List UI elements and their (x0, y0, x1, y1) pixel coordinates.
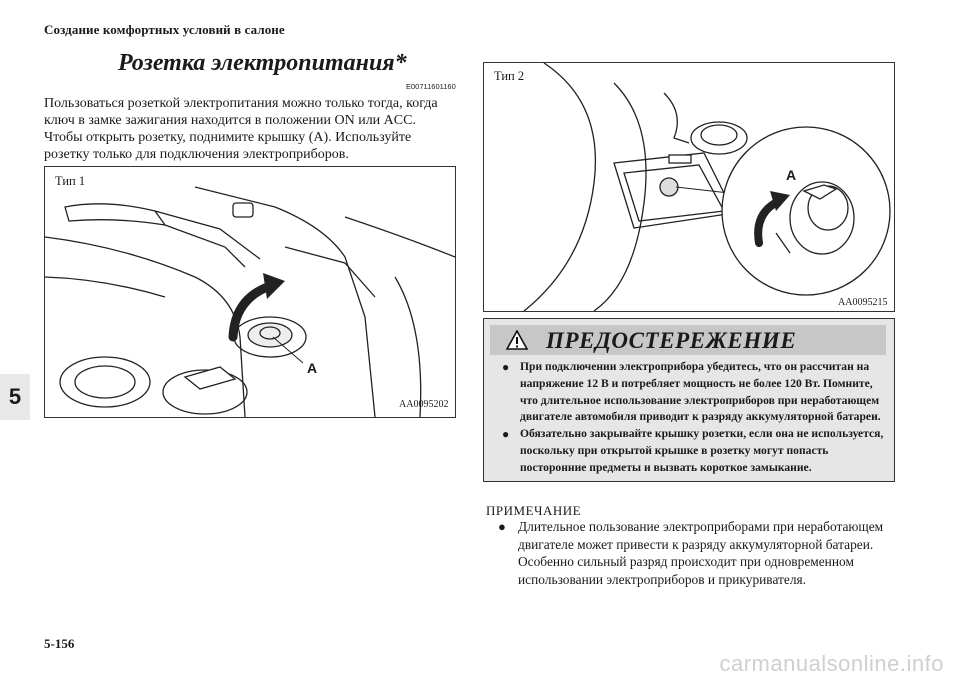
warning-title: ПРЕДОСТЕРЕЖЕНИЕ (546, 328, 797, 353)
figure-type-2-callout: A (786, 167, 797, 183)
figure-type-2 (483, 62, 895, 312)
intro-paragraph-2: Чтобы открыть розетку, поднимите крышку (A). Используйте розетку только для подключения электроприборов. (44, 130, 412, 162)
figure-type-2-code: AA0095215 (838, 297, 888, 308)
watermark: carmanualsonline.info (719, 651, 944, 676)
figure-type-1-callout: A (307, 360, 318, 376)
figure-type-1 (44, 166, 456, 418)
article-code: E00711601160 (406, 82, 456, 91)
socket-type-2-illustration (484, 63, 894, 311)
page-number: 5-156 (44, 636, 75, 651)
socket-type-1-illustration (45, 167, 455, 417)
figure-type-1-label: Тип 1 (55, 174, 86, 188)
section-header: Создание комфортных условий в салоне (44, 22, 285, 37)
warning-list (502, 359, 884, 477)
note-title: ПРИМЕЧАНИЕ (486, 503, 582, 518)
warning-box (483, 318, 895, 482)
note-list (498, 518, 908, 588)
chapter-tab: 5 (0, 374, 30, 420)
intro-paragraph-1: Пользоваться розеткой электропитания можно только тогда, когда ключ в замке зажигания находится в положении ON или ACC. (44, 96, 438, 128)
note-item: ● Длительное пользование электроприборами при неработающем двигателе может привести к разряду аккумуляторной батареи. Особенно сильный разряд происходит при одновременном использовании электроприборов и прикуривателя. (498, 518, 908, 588)
warning-item: ● При подключении электроприбора убедитесь, что он рассчитан на напряжение 12 В и потребляет мощность не более 120 Вт. Помните, что длительное использование электроприборов при неработающем двигателе автомобиля приводит к разряду аккумуляторной батареи. (502, 359, 884, 426)
warning-header (490, 325, 886, 355)
article-title: Розетка электропитания* (118, 50, 407, 76)
figure-type-2-label: Тип 2 (494, 69, 525, 83)
intro-text (44, 95, 454, 163)
warning-item: ● Обязательно закрывайте крышку розетки, если она не используется, поскольку при открытой крышке в розетку могут попасть посторонние предметы и вызвать короткое замыкание. (502, 426, 884, 476)
warning-triangle-icon (506, 330, 528, 350)
figure-type-1-code: AA0095202 (399, 399, 449, 410)
